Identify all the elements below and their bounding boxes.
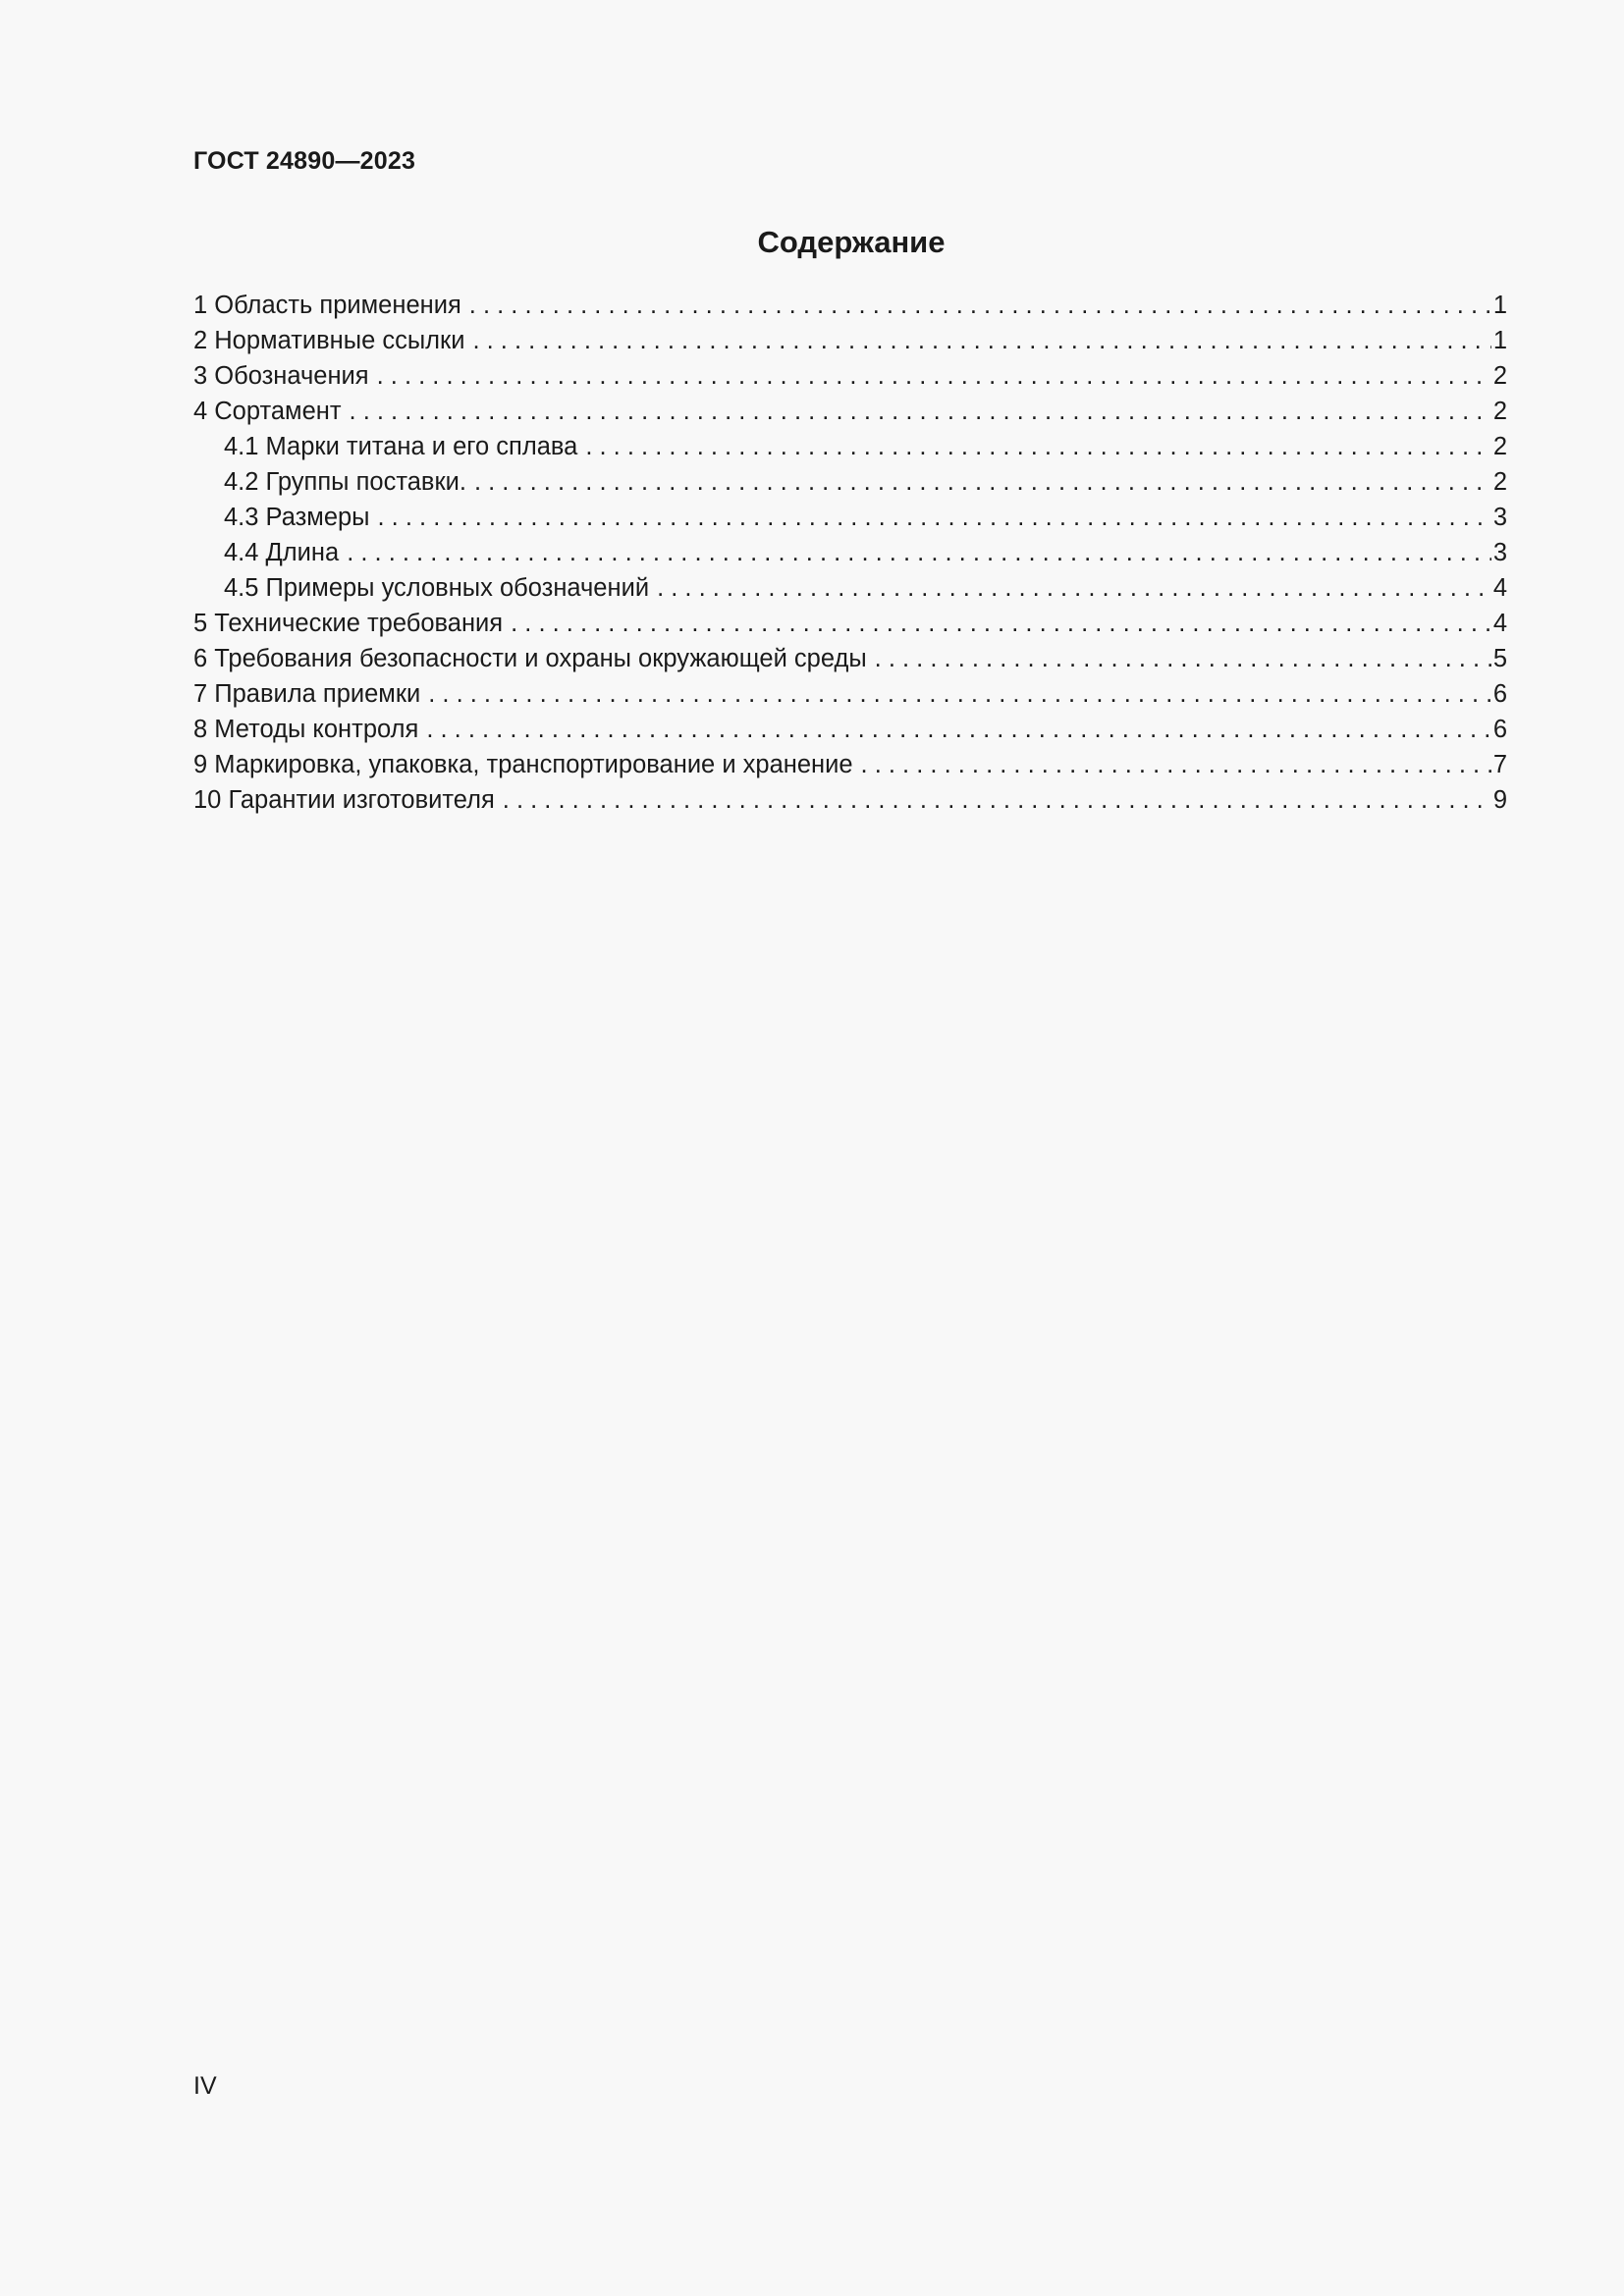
toc-title: Содержание — [757, 225, 946, 259]
toc-entry-4-1[interactable] — [193, 429, 1507, 464]
toc-entry-label: 4.3 Размеры — [224, 504, 370, 531]
toc-entry-label: 4.1 Марки титана и его сплава — [224, 433, 578, 460]
dot-leader — [426, 712, 1490, 747]
toc-entry-label: 9 Маркировка, упаковка, транспортирование и хранение — [193, 751, 853, 778]
toc-entry-4-5[interactable] — [193, 570, 1507, 606]
toc-entry-page: 3 — [1492, 539, 1507, 566]
toc-entry-label: 4 Сортамент — [193, 398, 342, 425]
dot-leader — [428, 676, 1491, 712]
dot-leader — [378, 500, 1491, 535]
toc-entry-4-4[interactable] — [193, 535, 1507, 570]
toc-entry-page: 2 — [1492, 468, 1507, 496]
standard-code-header: ГОСТ 24890—2023 — [193, 147, 416, 175]
dot-leader — [511, 606, 1491, 641]
dot-leader — [474, 464, 1491, 500]
toc-entry-page: 7 — [1492, 751, 1507, 778]
toc-entry-page: 4 — [1492, 610, 1507, 637]
dot-leader — [503, 782, 1491, 818]
toc-entry-7[interactable] — [193, 676, 1507, 712]
toc-entry-label: 1 Область применения — [193, 292, 461, 319]
toc-entry-page: 9 — [1492, 786, 1507, 814]
dot-leader — [585, 429, 1490, 464]
dot-leader — [472, 323, 1490, 358]
toc-entry-label: 5 Технические требования — [193, 610, 504, 637]
toc-entry-label: 8 Методы контроля — [193, 716, 419, 743]
toc-entry-5[interactable] — [193, 606, 1507, 641]
toc-entry-4-2[interactable] — [193, 464, 1507, 500]
toc-entry-label: 4.5 Примеры условных обозначений — [224, 574, 650, 602]
toc-entry-label: 3 Обозначения — [193, 362, 369, 390]
toc-entry-page: 2 — [1492, 433, 1507, 460]
toc-entry-3[interactable] — [193, 358, 1507, 394]
dot-leader — [875, 641, 1491, 676]
toc-entry-page: 1 — [1492, 292, 1507, 319]
toc-entry-label: 7 Правила приемки — [193, 680, 421, 708]
dot-leader — [657, 570, 1491, 606]
toc-entry-4-3[interactable] — [193, 500, 1507, 535]
toc-entry-page: 3 — [1492, 504, 1507, 531]
toc-entry-page: 4 — [1492, 574, 1507, 602]
toc-entry-1[interactable] — [193, 288, 1507, 323]
toc-entry-page: 5 — [1492, 645, 1507, 672]
dot-leader — [377, 358, 1491, 394]
dot-leader — [469, 288, 1491, 323]
toc-entry-9[interactable] — [193, 747, 1507, 782]
toc-entry-label: 6 Требования безопасности и охраны окружающей среды — [193, 645, 867, 672]
dot-leader — [350, 394, 1491, 429]
dot-leader — [347, 535, 1491, 570]
toc-entry-page: 6 — [1492, 716, 1507, 743]
toc-entry-page: 2 — [1492, 362, 1507, 390]
toc-entry-6[interactable] — [193, 641, 1507, 676]
toc-entry-2[interactable] — [193, 323, 1507, 358]
toc-entry-page: 1 — [1492, 327, 1507, 354]
toc-entry-page: 6 — [1492, 680, 1507, 708]
table-of-contents — [193, 288, 1507, 818]
toc-entry-label: 4.4 Длина — [224, 539, 340, 566]
toc-entry-label: 2 Нормативные ссылки — [193, 327, 465, 354]
toc-entry-page: 2 — [1492, 398, 1507, 425]
toc-entry-label: 4.2 Группы поставки. — [224, 468, 466, 496]
dot-leader — [861, 747, 1491, 782]
page-number: IV — [193, 2072, 217, 2100]
toc-entry-10[interactable] — [193, 782, 1507, 818]
toc-entry-4[interactable] — [193, 394, 1507, 429]
toc-entry-8[interactable] — [193, 712, 1507, 747]
toc-entry-label: 10 Гарантии изготовителя — [193, 786, 495, 814]
